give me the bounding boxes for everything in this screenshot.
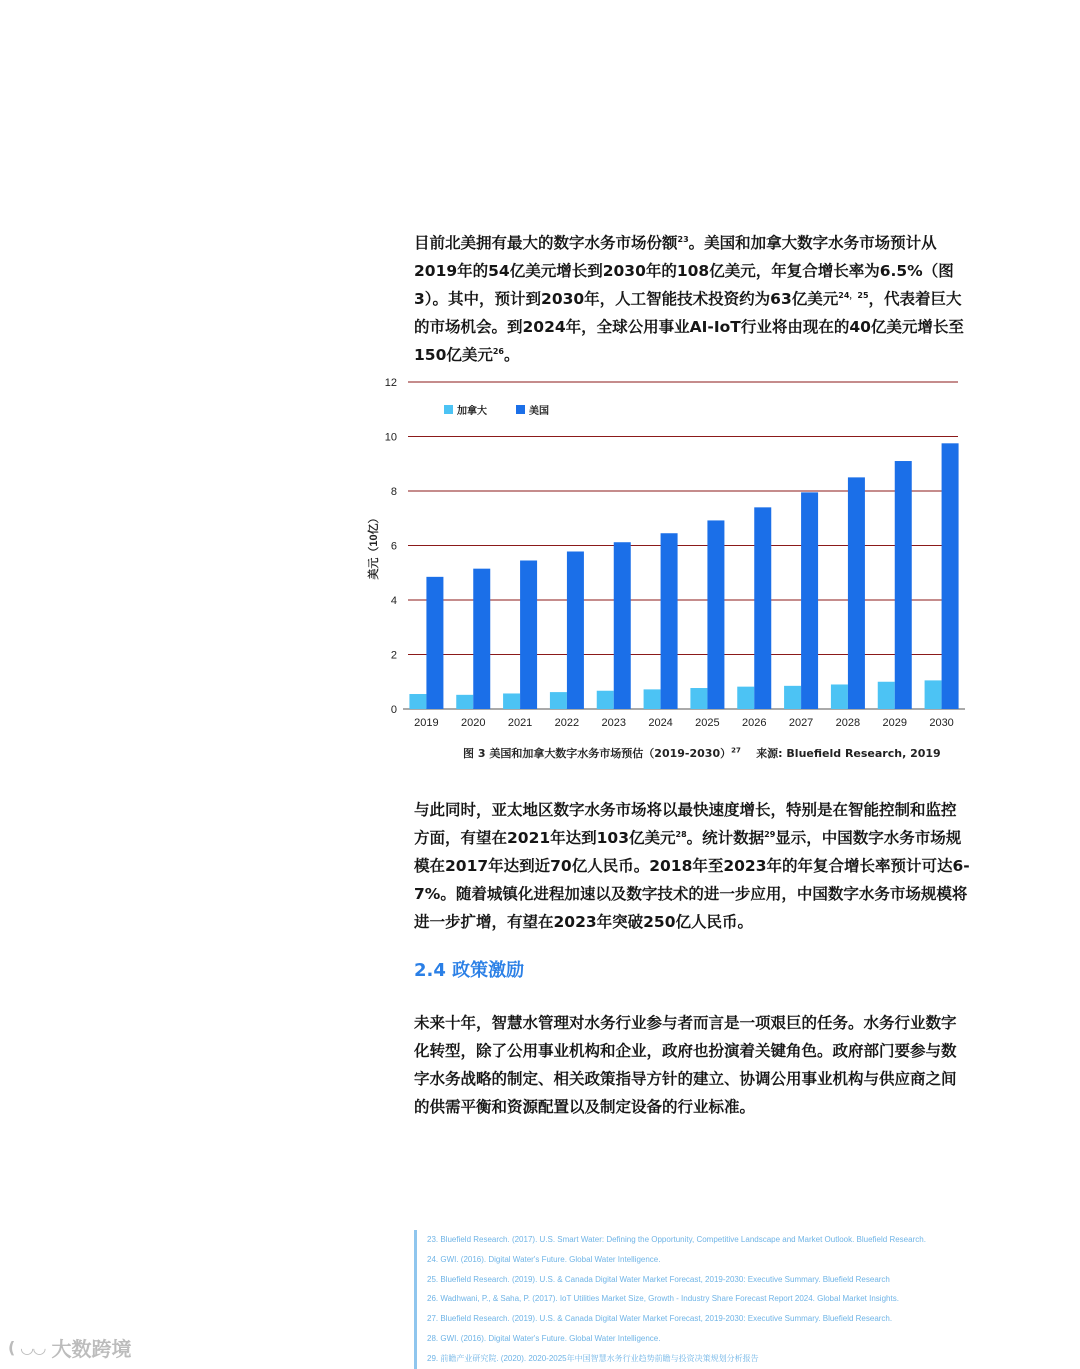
bar-canada-2022 <box>550 692 567 709</box>
watermark-text: 大数跨境 <box>51 1337 132 1361</box>
bar-usa-2029 <box>895 461 912 709</box>
x-tick-label: 2026 <box>742 717 767 729</box>
x-tick-label: 2023 <box>601 717 626 729</box>
section-heading: 2.4 政策激励 <box>414 960 525 981</box>
bar-usa-2020 <box>473 569 490 709</box>
bar-usa-2023 <box>614 542 631 709</box>
bar-usa-2028 <box>848 477 865 709</box>
y-tick-label: 8 <box>390 486 397 498</box>
legend-swatch-usa <box>516 405 525 414</box>
y-tick-label: 10 <box>384 431 397 444</box>
bar-usa-2026 <box>754 507 771 709</box>
legend-label: 美国 <box>529 406 549 417</box>
footnote-item: 29. 前瞻产业研究院. (2020). 2020-2025年中国智慧水务行业趋势前瞻与投资决策规划分析报告 <box>427 1353 759 1363</box>
bar-canada-2023 <box>597 691 614 709</box>
bar-usa-2027 <box>801 492 818 709</box>
bar-usa-2024 <box>661 533 678 709</box>
footnote-item: 26. Wadhwani, P., & Saha, P. (2017). IoT Utilities Market Size, Growth - Industry Share Forecast Report 2024. Global Market Insights. <box>427 1294 899 1304</box>
x-tick-label: 2029 <box>882 717 907 729</box>
y-tick-label: 2 <box>390 649 397 662</box>
paragraph-asia-pacific <box>414 796 970 936</box>
chart-y-ticks <box>385 377 397 716</box>
bar-usa-2021 <box>520 560 537 709</box>
footnote-ref: 24，25 <box>838 290 869 300</box>
bar-canada-2024 <box>644 689 661 709</box>
x-tick-label: 2020 <box>461 717 486 729</box>
para1-text-4: 。 <box>504 346 520 364</box>
footnote-item: 23. Bluefield Research. (2017). U.S. Smart Water: Defining the Opportunity, Competitive Landscape and Market Outlook. Bluefield Research. <box>427 1235 926 1244</box>
bar-canada-2020 <box>456 695 473 709</box>
chart-y-axis-label: 美元（10亿） <box>368 512 380 580</box>
watermark-logo: ( ◡◡ <box>8 1338 46 1357</box>
para1-text-3: ，代表着巨大的市场机会。到2024年，全球公用事业AI-IoT行业将由现在的40亿美元增长至150亿美元 <box>414 290 964 364</box>
footnote-ref: 26 <box>492 346 504 356</box>
para2-text-1: 与此同时，亚太地区数字水务市场将以最快速度增长，特别是在智能控制和监控方面，有望在2021年达到103亿美元 <box>414 801 957 847</box>
caption-footnote-ref: 27 <box>731 746 741 755</box>
footnote-item: 27. Bluefield Research. (2019). U.S. & Canada Digital Water Market Forecast, 2019-2030: Executive Summary. Bluefield Research. <box>427 1314 893 1324</box>
caption-text: 图 3 美国和加拿大数字水务市场预估（2019-2030） <box>463 747 732 760</box>
footnotes-list <box>414 1230 987 1369</box>
x-tick-label: 2030 <box>929 717 954 729</box>
footnote-item: 28. GWI. (2016). Digital Water's Future. Global Water Intelligence. <box>427 1333 661 1343</box>
bar-usa-2022 <box>567 551 584 709</box>
figure-caption <box>463 745 941 761</box>
bar-canada-2025 <box>690 688 707 709</box>
x-tick-label: 2025 <box>695 717 720 729</box>
x-tick-label: 2021 <box>507 717 533 729</box>
y-tick-label: 0 <box>390 704 397 716</box>
bar-canada-2021 <box>503 693 520 709</box>
legend-swatch-canada <box>444 405 453 414</box>
para2-text-2: 。统计数据 <box>686 829 765 847</box>
watermark <box>8 1333 132 1362</box>
footnote-ref: 28 <box>675 829 687 839</box>
x-tick-label: 2027 <box>788 717 814 729</box>
caption-source: 来源: Bluefield Research, 2019 <box>756 747 941 760</box>
y-tick-label: 12 <box>384 377 397 389</box>
bar-usa-2030 <box>942 443 959 709</box>
y-tick-label: 4 <box>390 595 397 607</box>
bar-canada-2030 <box>925 680 942 709</box>
paragraph-policy: 未来十年，智慧水管理对水务行业参与者而言是一项艰巨的任务。水务行业数字化转型，除了公用事业机构和企业，政府也扮演着关键角色。政府部门要参与数字水务战略的制定、相关政策指导方针的建立、协调公用事业机构与供应商之间的供需平衡和资源配置以及制定设备的行业标准。 <box>414 1014 957 1116</box>
chart-legend <box>444 404 549 417</box>
chart-bars <box>409 443 958 709</box>
para2-text-3: 显示，中国数字水务市场规模在2017年达到近70亿人民币。2018年至2023年的年复合增长率预计可达6-7%。随着城镇化进程加速以及数字技术的进一步应用，中国数字水务市场规模将进一步扩增，有望在2023年突破250亿人民币。 <box>414 829 970 931</box>
bar-canada-2019 <box>409 694 426 709</box>
para1-text-2: 。美国和加拿大数字水务市场预计从2019年的54亿美元增长到2030年的108亿美元，年复合增长率为6.5%（图3）。其中，预计到2030年，人工智能技术投资约为63亿美元 <box>414 234 954 308</box>
footnote-item: 24. GWI. (2016). Digital Water's Future. Global Water Intelligence. <box>427 1254 661 1264</box>
bar-usa-2025 <box>707 520 724 709</box>
y-tick-label: 6 <box>390 540 397 553</box>
footnote-ref: 29 <box>764 829 776 839</box>
bar-canada-2028 <box>831 684 848 709</box>
x-tick-label: 2028 <box>835 717 861 729</box>
bar-usa-2019 <box>426 577 443 709</box>
x-tick-label: 2022 <box>554 717 580 729</box>
footnote-item: 25. Bluefield Research. (2019). U.S. & Canada Digital Water Market Forecast, 2019-2030: Executive Summary. Bluefield Research <box>427 1274 890 1284</box>
bar-canada-2029 <box>878 682 895 709</box>
footnote-ref: 23 <box>677 234 689 244</box>
bar-canada-2027 <box>784 686 801 709</box>
legend-label: 加拿大 <box>457 406 487 417</box>
x-tick-label: 2024 <box>648 717 673 729</box>
para1-text-1: 目前北美拥有最大的数字水务市场份额 <box>414 234 678 252</box>
chart-x-ticks <box>414 717 954 729</box>
x-tick-label: 2019 <box>414 717 439 729</box>
bar-canada-2026 <box>737 687 754 709</box>
